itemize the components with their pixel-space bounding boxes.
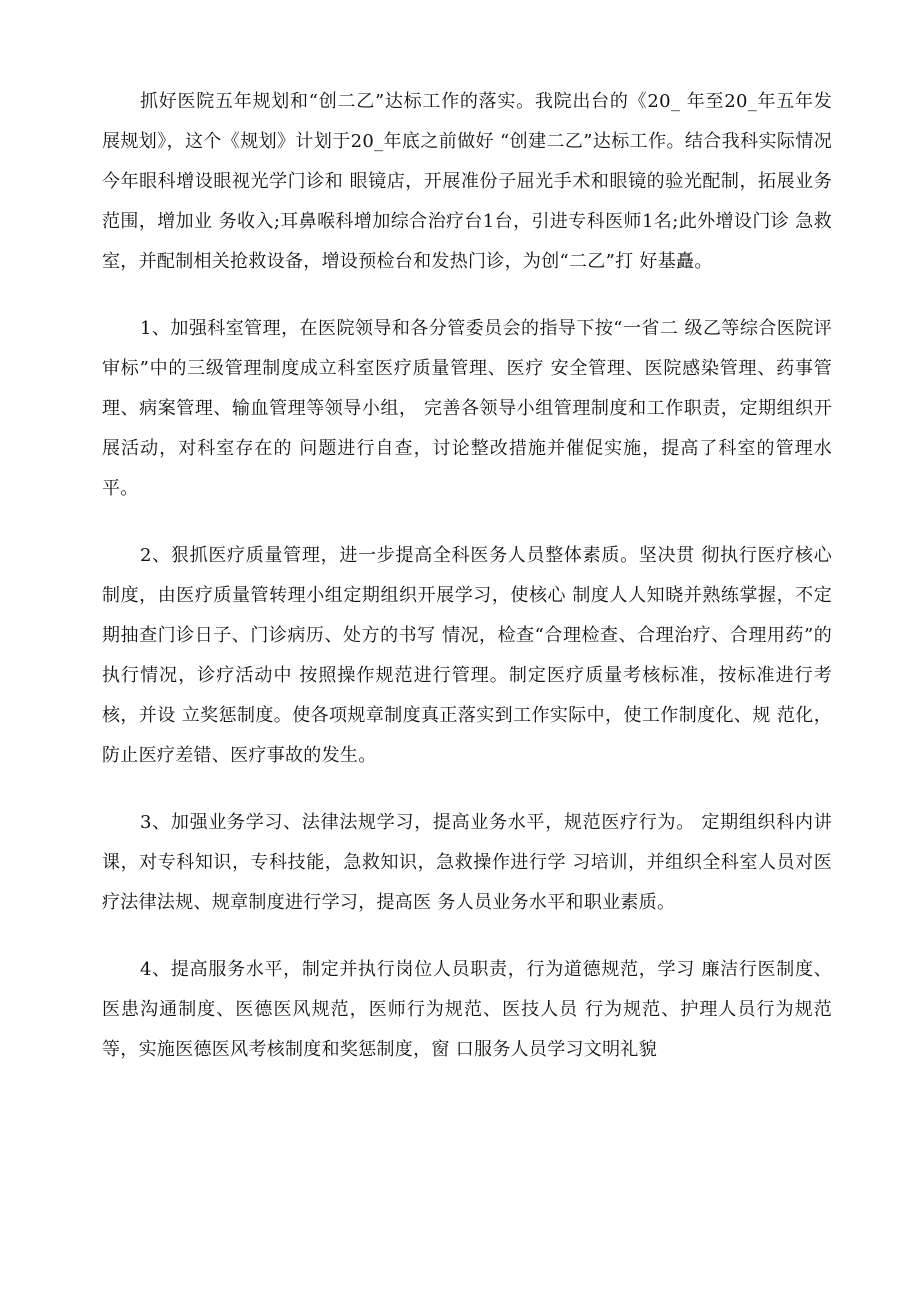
paragraph-quality-management: 2、狠抓医疗质量管理，进一步提高全科医务人员整体素质。坚决贯 彻执行医疗核心制度，由医疗质量管转理小组定期组织开展学习，使核心 制度人人知晓并熟练掌握，不定期抽查门诊日子、门诊病历、处方的书写 情况，检查“合理检查、合理治疗、合理用药”的执行情况，诊疗活动中 按照操作规范进行管理。制定医疗质量考核标准，按标准进行考核，并设 立奖惩制度。使各项规章制度真正落实到工作实际中，使工作制度化、规 范化，防止医疗差错、医疗事故的发生。 [102, 545, 832, 766]
paragraph-business-learning: 3、加强业务学习、法律法规学习，提高业务水平，规范医疗行为。 定期组织科内讲课，对专科知识，专科技能，急救知识，急救操作进行学 习培训，并组织全科室人员对医疗法律法规、规章制度进行学习，提高医 务人员业务水平和职业素质。 [102, 812, 832, 913]
paragraph-service-level: 4、提高服务水平，制定并执行岗位人员职责，行为道德规范，学习 廉洁行医制度、医患沟通制度、医德医风规范，医师行为规范、医技人员 行为规范、护理人员行为规范等，实施医德医风考核制度和奖惩制度，窗 口服务人员学习文明礼貌 [102, 959, 832, 1060]
paragraph-department-management: 1、加强科室管理，在医院领导和各分管委员会的指导下按“一省二 级乙等综合医院评审标”中的三级管理制度成立科室医疗质量管理、医疗 安全管理、医院感染管理、药事管理、病案管理、输血管理等领导小组， 完善各领导小组管理制度和工作职责，定期组织开展活动，对科室存在的 问题进行自查，讨论整改措施并催促实施，提高了科室的管理水平。 [102, 318, 832, 499]
paragraph-planning: 抓好医院五年规划和“创二乙”达标工作的落实。我院出台的《20_ 年至20_年五年发展规划》，这个《规划》计划于20_年底之前做好 “创建二乙”达标工作。结合我科实际情况今年眼科增设眼视光学门诊和 眼镜店，开展准份子屈光手术和眼镜的验光配制，拓展业务范围，增加业 务收入;耳鼻喉科增加综合治疗台1台，引进专科医师1名;此外增设门诊 急救室，并配制相关抢救设备，增设预检台和发热门诊，为创“二乙”打 好基矗。 [102, 91, 832, 272]
document-body [102, 82, 832, 1097]
